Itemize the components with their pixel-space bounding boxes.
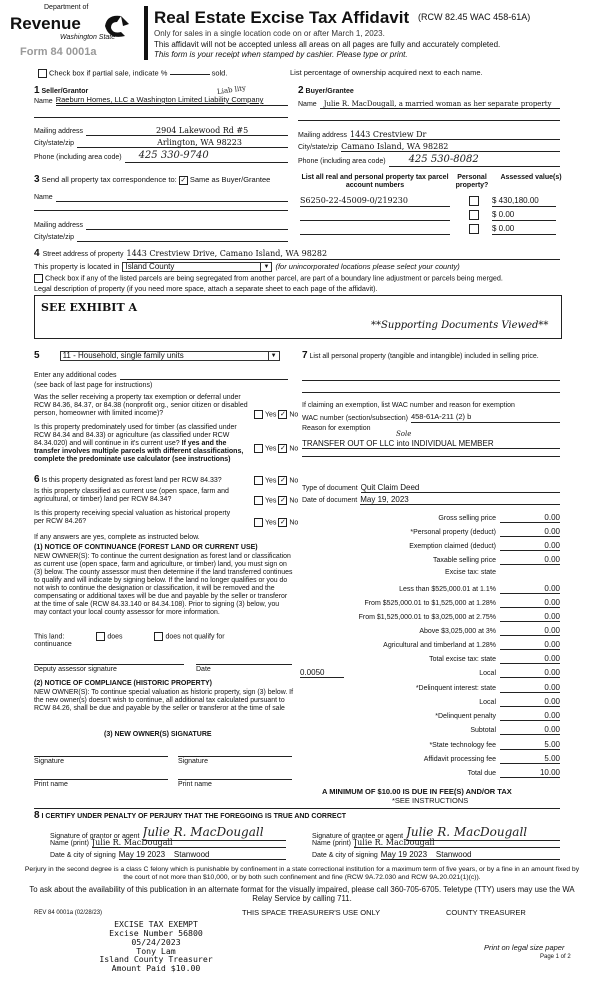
calc-value[interactable]: 0.00: [500, 527, 560, 537]
alt-format-notice: To ask about the availability of this publication in an alternate format for the visually impaired, please call 360-705-6705. Teletype (TTY) users may use the WA Relay Service by calling 711.: [29, 885, 575, 903]
calc-label: From $525,000.01 to $1,525,000 at 1.28%: [364, 600, 496, 608]
historic-text: Is this property receiving special valuation as historical property per RCW 84.26?: [34, 510, 231, 526]
forest-answer: Yes ✓ No: [254, 476, 298, 485]
calc-label: Agricultural and timberland at 1.28%: [383, 642, 496, 650]
personal-property-checkbox[interactable]: [469, 210, 479, 220]
calc-row: [300, 626, 560, 636]
wac-row: [302, 413, 560, 423]
additional-codes-row: [34, 372, 288, 380]
personal-property-line[interactable]: [302, 380, 560, 381]
calc-row: [300, 754, 560, 764]
segregation-row: Check box if any of the listed parcels are being segregated from another parcel, are part of a boundary line adjustment or parcels being merged.: [34, 274, 564, 283]
parcel-number-field[interactable]: S6250-22-45009-0/219230: [300, 196, 450, 207]
deputy-label: Deputy assessor signature: [34, 666, 117, 673]
state-label: Washington State: [60, 34, 116, 41]
header-line2: This affidavit will not be accepted unless all areas on all pages are fully and accurately completed.: [154, 40, 501, 49]
sec3-name-line2[interactable]: [34, 210, 288, 211]
buyer-name-line2[interactable]: [298, 120, 560, 121]
percent-field[interactable]: [170, 74, 210, 75]
seller-city-label: City/state/zip: [34, 140, 75, 148]
historic-question: [34, 510, 299, 527]
see-instructions: *SEE INSTRUCTIONS: [392, 796, 469, 805]
grantor-signature-field[interactable]: Julie R. MacDougall: [143, 826, 286, 841]
reason-line[interactable]: [302, 456, 560, 457]
calc-label: Excise tax: state: [445, 569, 496, 576]
instruction-note: If any answers are yes, complete as instructed below.: [34, 534, 200, 541]
wac-field[interactable]: 458-61A-211 (2) b: [411, 413, 560, 423]
calc-value[interactable]: 0.00: [500, 640, 560, 650]
continuance-heading: (1) NOTICE OF CONTINUANCE (FOREST LAND OR CURRENT USE): [34, 544, 258, 551]
seller-name-line2[interactable]: [34, 117, 288, 118]
grantor-date-row: [50, 850, 286, 860]
owner-print-label: Print name: [34, 781, 68, 788]
revision-label: REV 84 0001a (02/28/23): [34, 910, 103, 916]
street-address-row: 4 Street address of property 1443 Crestview Drive, Camano Island, WA 98282: [34, 248, 560, 260]
calc-value[interactable]: 5.00: [500, 754, 560, 764]
calc-value[interactable]: 0.00: [500, 612, 560, 622]
calc-label: *Delinquent penalty: [435, 713, 496, 721]
county-note: (for unincorporated locations please select your county): [275, 261, 460, 271]
street-address-field[interactable]: 1443 Crestview Drive, Camano Island, WA 98282: [127, 249, 561, 259]
personal-property-row: 7 List all personal property (tangible and intangible) included in selling price.: [302, 350, 539, 361]
historic-answer: Yes ✓ No: [254, 518, 298, 527]
county-select[interactable]: Island County ▼: [122, 262, 272, 272]
sec3-name-row: [34, 194, 288, 202]
wac-label: WAC number (section/subsection): [302, 414, 408, 422]
calc-label: *Personal property (deduct): [410, 529, 496, 537]
buyer-name-label: Name: [298, 101, 317, 108]
sec3-heading: 3 Send all property tax correspondence to: ✓ Same as Buyer/Grantee: [34, 174, 271, 185]
q1-yes-checkbox[interactable]: [254, 410, 263, 419]
calc-row: [300, 569, 560, 577]
deputy-date-label: Date: [196, 666, 211, 673]
certify-heading: 8 I CERTIFY UNDER PENALTY OF PERJURY THAT THE FOREGOING IS TRUE AND CORRECT: [34, 810, 347, 821]
parcel-header: List all real and personal property tax parcel account numbers: [301, 174, 449, 190]
does-checkbox[interactable]: [96, 632, 105, 641]
continuance-label: continuance: [34, 641, 72, 649]
local-rate: 0.0050: [300, 668, 344, 678]
additional-codes-field[interactable]: [120, 379, 289, 380]
calc-value[interactable]: 0.00: [500, 513, 560, 523]
calc-value[interactable]: 0.00: [500, 683, 560, 693]
calc-value[interactable]: 0.00: [500, 725, 560, 735]
segregation-checkbox[interactable]: [34, 274, 43, 283]
owner-signature-label: Signature: [178, 758, 208, 765]
buyer-city-label: City/state/zip: [298, 144, 339, 152]
grantee-print-row: [312, 838, 560, 848]
calc-value[interactable]: 0.00: [500, 584, 560, 594]
treasurer-use-label: THIS SPACE TREASURER'S USE ONLY: [242, 908, 381, 917]
doc-type-field[interactable]: Quit Claim Deed: [361, 483, 560, 493]
calc-label: Affidavit processing fee: [423, 756, 496, 764]
calc-label: Taxable selling price: [432, 557, 496, 565]
owner-print-line-2[interactable]: [178, 779, 292, 780]
same-as-buyer-label: Same as Buyer/Grantee: [189, 175, 271, 184]
partial-sale-checkbox[interactable]: [38, 69, 47, 78]
parcel-number-field[interactable]: [300, 210, 450, 221]
land-use-row: 5 11 - Household, single family units ▼: [34, 350, 280, 362]
stamp-line: Tony Lam: [136, 945, 176, 956]
perjury-notice: Perjury in the second degree is a class C felony which is punishable by confinement in a state correctional institution for a maximum term of five years, or by a fine in an amount fixed by the court of not more than $10,000, or by both such confinement and fine (RCW 9A.72.030 and RCW 9A.20.021(1)(c)).: [24, 866, 580, 881]
calc-label: *State technology fee: [429, 742, 496, 750]
buyer-name-row: [298, 100, 560, 109]
divider: [34, 808, 560, 809]
form-number: Form 84 0001a: [20, 46, 97, 58]
owner-signature-line-1[interactable]: [34, 756, 168, 757]
calc-row: [300, 768, 560, 778]
personal-property-checkbox[interactable]: [469, 224, 479, 234]
seller-mail-label: Mailing address: [34, 128, 84, 136]
doc-type-row: [302, 483, 560, 493]
minimum-notice: A MINIMUM OF $10.00 IS DUE IN FEE(S) AND/OR TAX: [322, 787, 512, 796]
seller-phone-row: [34, 150, 288, 163]
header: [6, 4, 596, 64]
grantor-print-label: Name (print): [50, 840, 89, 848]
seller-name-label: Name: [34, 97, 53, 105]
ownership-note: List percentage of ownership acquired next to each name.: [290, 68, 483, 77]
calc-value[interactable]: 0.00: [500, 697, 560, 707]
calc-row: [300, 668, 560, 678]
calc-label: Exemption claimed (deduct): [409, 543, 496, 551]
calc-value[interactable]: 0.00: [500, 626, 560, 636]
buyer-mail-label: Mailing address: [298, 132, 348, 140]
q1-answer: Yes ✓ No: [254, 410, 298, 419]
additional-codes-label: Enter any additional codes: [34, 372, 117, 379]
personal-property-line[interactable]: [302, 392, 560, 393]
personal-property-checkbox[interactable]: [469, 196, 479, 206]
calc-label: Gross selling price: [438, 515, 496, 523]
owner-signature-line-2[interactable]: [178, 756, 292, 757]
owner-signature-label: Signature: [34, 758, 64, 765]
stamp-line: Excise Number 56800: [109, 927, 203, 938]
calc-label: Local: [479, 670, 496, 678]
owner-print-label: Print name: [178, 781, 212, 788]
stamp-line: Island County Treasurer: [99, 954, 213, 965]
sec3-name-label: Name: [34, 194, 53, 201]
calc-label: Total excise tax: state: [429, 656, 496, 664]
calc-row: [300, 555, 560, 565]
calc-row: [300, 584, 560, 594]
partial-sale-row: [38, 69, 227, 78]
historic-yes-checkbox[interactable]: [254, 518, 263, 527]
timber-question: [34, 424, 299, 464]
q2-no-checkbox[interactable]: ✓: [279, 445, 286, 452]
compliance-heading: (2) NOTICE OF COMPLIANCE (HISTORIC PROPERTY): [34, 680, 212, 687]
seller-name-row: [34, 96, 288, 106]
revenue-logo: Revenue: [10, 14, 81, 33]
calc-row: [300, 513, 560, 523]
new-owner-signature-heading: (3) NEW OWNER(S) SIGNATURE: [104, 731, 212, 738]
calc-label: Above $3,025,000 at 3%: [419, 628, 496, 636]
grantee-signature-label: Signature of grantee or agent: [312, 832, 404, 840]
seller-phone-label: Phone (including area code): [34, 154, 122, 162]
q1-no-checkbox[interactable]: ✓: [279, 411, 286, 418]
calc-value[interactable]: 0.00: [500, 654, 560, 664]
current-use-no-checkbox[interactable]: ✓: [279, 497, 286, 504]
legal-paper-note: Print on legal size paper: [484, 943, 565, 952]
stamp-line: 05/24/2023: [131, 936, 181, 947]
land-qualify-row: This land: does does not qualify for continuance: [34, 632, 294, 649]
county-treasurer-label: COUNTY TREASURER: [446, 908, 526, 917]
reason-label: Reason for exemption: [302, 425, 371, 432]
assessed-value-header: Assessed value(s): [500, 174, 562, 181]
calc-row: [300, 527, 560, 537]
seller-handwritten-note: Liab lity: [216, 84, 247, 96]
current-use-yes-checkbox[interactable]: [254, 496, 263, 505]
forest-no-checkbox[interactable]: ✓: [279, 477, 286, 484]
buyer-city-row: [298, 142, 560, 152]
historic-no-checkbox[interactable]: ✓: [279, 519, 286, 526]
calc-row: [300, 612, 560, 622]
calc-value[interactable]: 0.00: [500, 668, 560, 678]
treasurer-stamp: [86, 920, 226, 973]
seller-city-row: [34, 138, 288, 148]
deputy-date-line[interactable]: [196, 664, 292, 665]
grantor-print-row: [50, 838, 286, 848]
buyer-phone-label: Phone (including area code): [298, 158, 386, 166]
grantee-date-label: Date & city of signing: [312, 852, 378, 860]
located-label: This property is located in: [34, 261, 120, 271]
forest-yes-checkbox[interactable]: [254, 476, 263, 485]
calc-row: [300, 598, 560, 608]
does-not-checkbox[interactable]: [154, 632, 163, 641]
personal-property-header: Personal property?: [455, 174, 489, 190]
grantor-print-field[interactable]: Julie R. MacDougall: [92, 838, 286, 848]
doc-type-label: Type of document: [302, 485, 358, 493]
buyer-name-field[interactable]: Julie R. MacDougall, a married woman as her separate property: [320, 100, 560, 109]
calc-row: [300, 697, 560, 707]
seller-city-field[interactable]: Arlington, WA 98223: [77, 138, 288, 148]
page-title: Real Estate Excise Tax Affidavit: [154, 8, 410, 27]
assessed-value-field[interactable]: $ 0.00: [492, 224, 556, 235]
q2-yes-checkbox[interactable]: [254, 444, 263, 453]
same-as-buyer-checkbox[interactable]: ✓: [180, 176, 187, 184]
current-use-answer: Yes ✓ No: [254, 496, 298, 505]
q2-answer: Yes ✓ No: [254, 444, 298, 453]
parcel-number-field[interactable]: [300, 224, 450, 235]
legal-description-box[interactable]: [34, 295, 562, 339]
dept-label: Department of: [44, 4, 89, 11]
deputy-signature-line[interactable]: [34, 664, 184, 665]
grantee-print-label: Name (print): [312, 840, 351, 848]
calc-value[interactable]: 10.00: [500, 768, 560, 778]
current-use-text: Is this property classified as current use (open space, farm and agricultural, or timber) land per RCW 84.34?: [34, 488, 229, 504]
calc-value[interactable]: 0.00: [500, 598, 560, 608]
exhibit-text: SEE EXHIBIT A: [41, 301, 137, 314]
buyer-phone-row: [298, 154, 560, 167]
calc-value[interactable]: 0.00: [500, 541, 560, 551]
land-use-select[interactable]: 11 - Household, single family units ▼: [60, 351, 280, 361]
page-number: Page 1 of 2: [540, 954, 571, 960]
chevron-down-icon: ▼: [260, 263, 271, 271]
sec3-city-label: City/state/zip: [34, 234, 75, 241]
assessed-value-field[interactable]: $ 0.00: [492, 210, 556, 221]
sole-handwritten-note: Sole: [396, 430, 412, 438]
buyer-heading: 2 Buyer/Grantee: [298, 85, 354, 96]
calc-label: Less than $525,000.01 at 1.1%: [399, 586, 496, 594]
legal-description-label: Legal description of property (if you need more space, attach a separate sheet to each page of the affidavit).: [34, 284, 378, 293]
calc-label: Local: [479, 699, 496, 707]
calc-row: [300, 725, 560, 735]
calc-label: Total due: [467, 770, 496, 778]
exemption-label: If claiming an exemption, list WAC number and reason for exemption: [302, 402, 515, 409]
grantee-date-field[interactable]: May 19 2023 Stanwood: [381, 850, 560, 860]
buyer-city-field[interactable]: Camano Island, WA 98282: [341, 142, 560, 152]
calc-value[interactable]: 0.00: [500, 555, 560, 565]
forest-question: 6 Is this property designated as forest land per RCW 84.33? Yes ✓ No: [34, 474, 299, 485]
calc-label: Subtotal: [470, 727, 496, 735]
street-address-label: Street address of property: [42, 251, 124, 259]
current-use-question: [34, 488, 299, 505]
stamp-line: Amount Paid $10.00: [111, 963, 201, 974]
forest-q-text: Is this property designated as forest land per RCW 84.33?: [41, 477, 222, 484]
calc-row: [300, 740, 560, 750]
sec3-mail-row: [34, 222, 288, 230]
doc-date-row: [302, 495, 560, 505]
calc-label: From $1,525,000.01 to $3,025,000 at 2.75%: [358, 614, 496, 622]
grantor-date-field[interactable]: May 19 2023 Stanwood: [119, 850, 286, 860]
header-line3: This form is your receipt when stamped by cashier. Please type or print.: [154, 50, 408, 59]
buyer-phone-field[interactable]: 425 530-8082: [389, 154, 560, 167]
chevron-down-icon: ▼: [268, 352, 279, 360]
compliance-text: NEW OWNER(S): To continue special valuation as historic property, sign (3) below. If the new owner(s) doesn't wish to continue, all additional tax calculated pursuant to RCW 84.26, shall be due and payable by the seller or transferor at the time of sale: [34, 689, 294, 712]
codes-note: (see back of last page for instructions): [34, 382, 153, 389]
calc-label: *Delinquent interest: state: [415, 685, 496, 693]
sec3-city-field[interactable]: [77, 241, 288, 242]
stamp-line: EXCISE TAX EXEMPT: [114, 919, 198, 929]
header-line1: Only for sales in a single location code on or after March 1, 2023.: [154, 29, 385, 38]
seller-name-field[interactable]: Raeburn Homes, LLC a Washington Limited Liability Company: [56, 96, 288, 106]
location-row: [34, 262, 460, 272]
seller-mail-field[interactable]: 2904 Lakewood Rd #5: [86, 126, 288, 136]
doc-date-field[interactable]: May 19, 2023: [360, 495, 560, 505]
grantee-print-field[interactable]: Julie R. MacDougall: [354, 838, 560, 848]
calc-row: [300, 683, 560, 693]
seller-mail-row: [34, 126, 288, 136]
assessed-value-field[interactable]: $ 430,180.00: [492, 196, 556, 207]
grantor-signature-label: Signature of grantor or agent: [50, 832, 140, 840]
buyer-mail-row: [298, 130, 560, 140]
seller-phone-field[interactable]: 425 330-9740: [125, 150, 288, 163]
calc-row: [300, 541, 560, 551]
supporting-docs-note: **Supporting Documents Viewed**: [371, 320, 549, 331]
grantee-signature-field[interactable]: Julie R. MacDougall: [406, 826, 560, 841]
reason-field[interactable]: TRANSFER OUT OF LLC into INDIVIDUAL MEMBER: [302, 439, 560, 449]
sec3-mail-label: Mailing address: [34, 222, 84, 229]
calc-value[interactable]: 5.00: [500, 740, 560, 750]
partial-label: Check box if partial sale, indicate %: [49, 68, 168, 78]
q1-text: Was the seller receiving a property tax exemption or deferral under RCW 84.36, 84.37, or 84.38 (nonprofit org., senior citizen or disabled person, homeowner with limited income)?: [34, 394, 248, 418]
calc-row: [300, 711, 560, 721]
sec3-name-field[interactable]: [56, 201, 288, 202]
q2-text: Is this property predominately used for timber (as classified under RCW 84.34 and 84.33) or agriculture (as classified under RCW 84.34.020) and will continue in it's current use?: [34, 424, 237, 448]
partial-suffix: sold.: [211, 68, 228, 78]
grantee-date-row: [312, 850, 560, 860]
buyer-mail-field[interactable]: 1443 Crestview Dr: [350, 130, 560, 140]
seller-heading: 1 Seller/Grantor: [34, 85, 89, 96]
divider: [144, 6, 148, 60]
calc-value[interactable]: 0.00: [500, 711, 560, 721]
sec3-city-row: [34, 234, 288, 242]
grantor-date-label: Date & city of signing: [50, 852, 116, 860]
owner-print-line-1[interactable]: [34, 779, 168, 780]
exemption-question: [34, 394, 299, 419]
continuance-text: NEW OWNER(S): To continue the current designation as forest land or classification as current use (open space, farm and agriculture, or timber) land, you must sign on (3) below. The county assessor must then determine if the land transferred continues to qualify and will indicate by signing below. If the land no longer qualifies or you do not wish to continue the designation or classification, it will be removed and the compensating or additional taxes will be due and payable by the seller or transferor at the time of sale (RCW 84.33.140 or 84.34.108). Prior to signing (3) below, you may contact your local county assessor for more information.: [34, 553, 293, 616]
doc-date-label: Date of document: [302, 497, 358, 505]
rcw-label: (RCW 82.45 WAC 458-61A): [418, 12, 531, 22]
q2b-text: If yes and the transfer involves multiple parcels with different classifications, complete the predominate use calculator (see instructions): [34, 440, 244, 464]
calc-row: [300, 640, 560, 650]
calc-row: [300, 654, 560, 664]
sec3-mail-field[interactable]: [86, 229, 288, 230]
